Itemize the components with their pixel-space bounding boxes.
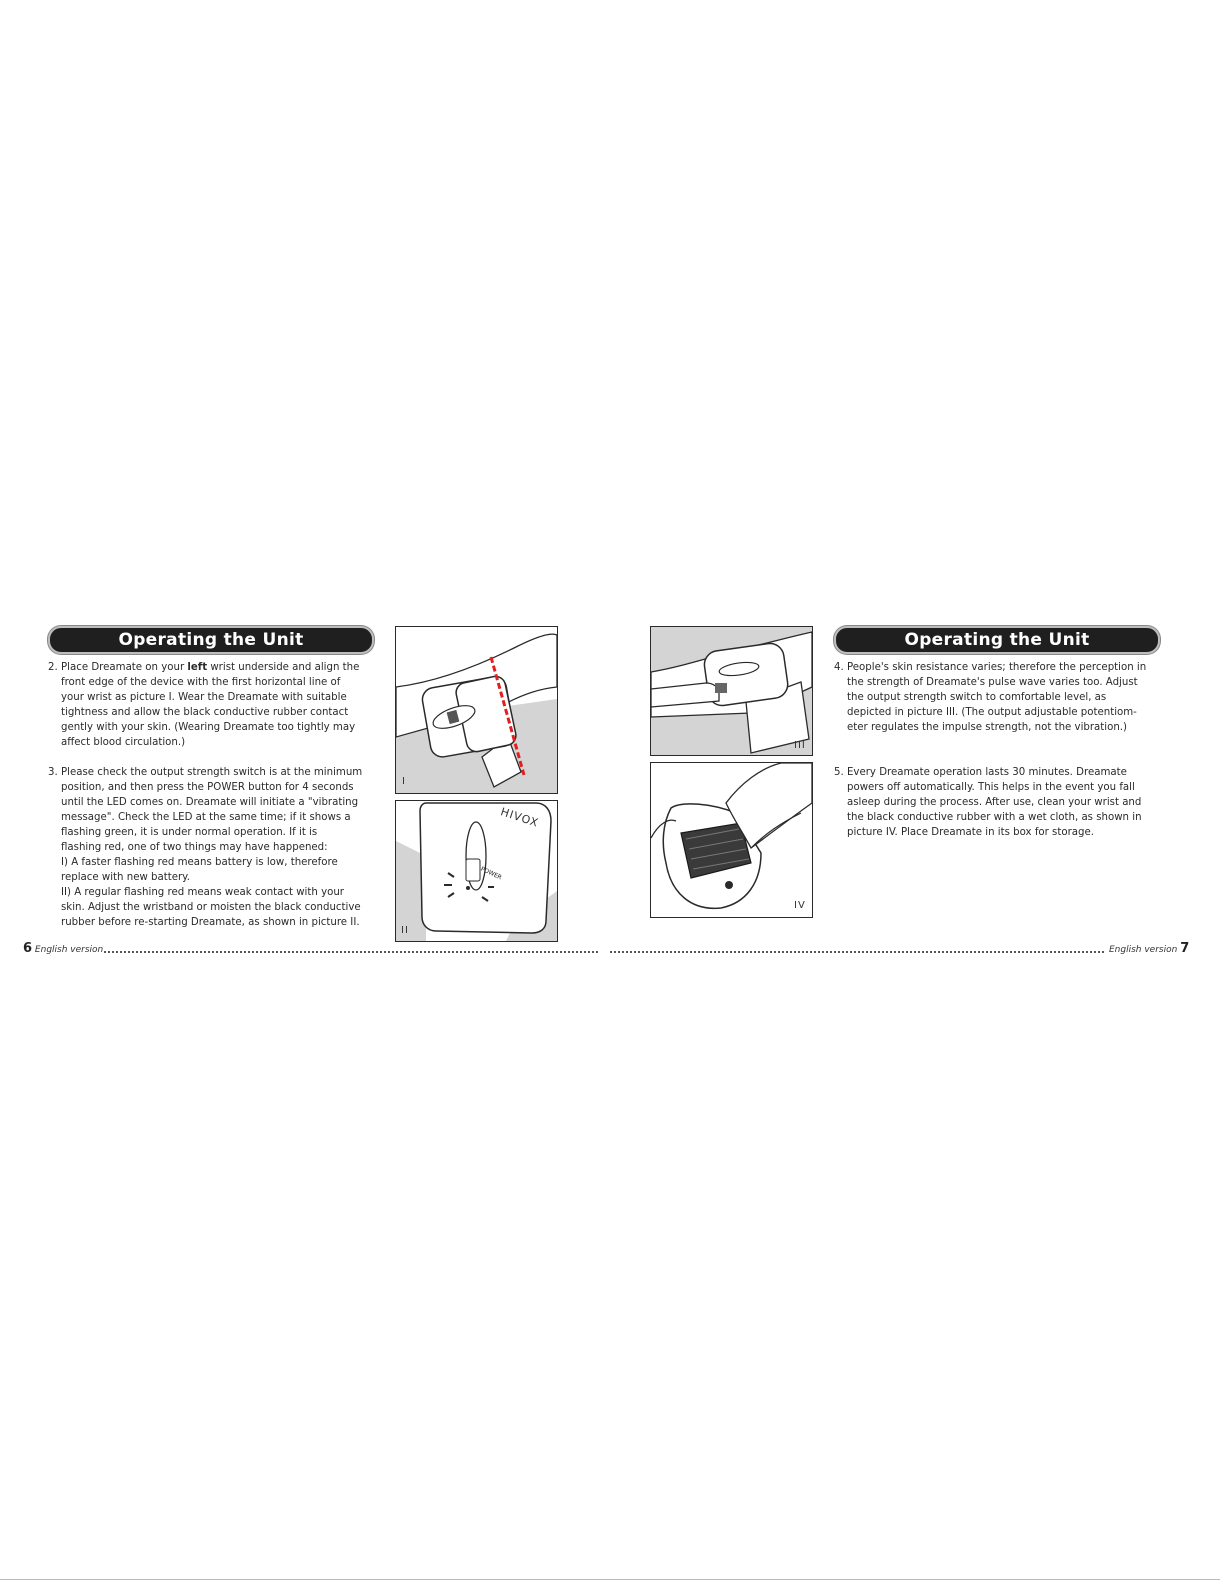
emphasis-left: left [187, 662, 208, 673]
item-line: front edge of the device with the first horizontal line of [61, 677, 341, 688]
item-line: Every Dreamate operation lasts 30 minutes. Dreamate [847, 767, 1127, 778]
left-footer-dotted-rule [104, 951, 598, 953]
item-line: I) A faster flashing red means battery is low, therefore [61, 857, 338, 868]
item-line: your wrist as picture I. Wear the Dreamate with suitable [61, 692, 347, 703]
footer-english-version: English version [34, 945, 104, 955]
left-page-title: Operating the Unit [48, 626, 374, 654]
instruction-item-5 [834, 765, 1174, 840]
item-line: the strength of Dreamate's pulse wave varies too. Adjust [847, 677, 1138, 688]
item-line: affect blood circulation.) [61, 737, 186, 748]
page-number-7: 7 [1180, 941, 1190, 956]
item-line: powers off automatically. This helps in the event you fall [847, 782, 1135, 793]
item-line: picture IV. Place Dreamate in its box for storage. [847, 827, 1094, 838]
item-line: the black conductive rubber with a wet cloth, as shown in [847, 812, 1142, 823]
left-footer [23, 941, 103, 956]
picture-label-i: I [402, 776, 406, 787]
device-brand-text: HIVOX [498, 805, 541, 830]
picture-label-iv: IV [794, 900, 806, 911]
picture-ii-power-button [395, 800, 558, 942]
item-line: depicted in picture III. (The output adjustable potentiom- [847, 707, 1137, 718]
item-line: gently with your skin. (Wearing Dreamate too tightly may [61, 722, 356, 733]
picture-i-wrist-placement [395, 626, 558, 794]
wrist-illustration-i [396, 627, 557, 793]
item-line: until the LED comes on. Dreamate will initiate a "vibrating [61, 797, 359, 808]
power-button-label: POWER [479, 865, 503, 882]
picture-iii-strength-switch [650, 626, 813, 756]
item-line: replace with new battery. [61, 872, 190, 883]
right-footer-dotted-rule [610, 951, 1104, 953]
item-line: skin. Adjust the wristband or moisten the black conductive [61, 902, 361, 913]
wrist-illustration-iii [651, 627, 812, 755]
item-number: 2. [48, 662, 58, 673]
item-line: Please check the output strength switch is at the minimum [61, 767, 363, 778]
picture-iv-cleaning [650, 762, 813, 918]
instruction-item-3 [48, 765, 378, 930]
item-number: 5. [834, 767, 844, 778]
footer-english-version: English version [1109, 945, 1178, 955]
item-line: flashing red, one of two things may have happened: [61, 842, 328, 853]
item-line: flashing green, it is under normal operation. If it is [61, 827, 318, 838]
item-line: rubber before re-starting Dreamate, as shown in picture II. [61, 917, 360, 928]
picture-label-iii: III [794, 740, 806, 751]
right-footer [1109, 941, 1189, 956]
item-line: asleep during the process. After use, clean your wrist and [847, 797, 1142, 808]
item-number: 4. [834, 662, 844, 673]
instruction-item-4 [834, 660, 1174, 735]
item-line: message". Check the LED at the same time; if it shows a [61, 812, 351, 823]
item-line: People's skin resistance varies; therefore the perception in [847, 662, 1147, 673]
item-line: Place Dreamate on your left wrist underside and align the [61, 662, 360, 673]
item-line: eter regulates the impulse strength, not the vibration.) [847, 722, 1128, 733]
bottom-edge-rule [0, 1579, 1220, 1580]
picture-label-ii: II [401, 925, 409, 936]
item-line: the output strength switch to comfortable level, as [847, 692, 1107, 703]
page-number-6: 6 [23, 941, 33, 956]
right-page-title: Operating the Unit [834, 626, 1160, 654]
item-line: II) A regular flashing red means weak contact with your [61, 887, 344, 898]
item-line: tightness and allow the black conductive rubber contact [61, 707, 349, 718]
instruction-item-2 [48, 660, 378, 750]
item-line: position, and then press the POWER button for 4 seconds [61, 782, 354, 793]
cleaning-illustration-iv [651, 763, 812, 917]
item-number: 3. [48, 767, 58, 778]
